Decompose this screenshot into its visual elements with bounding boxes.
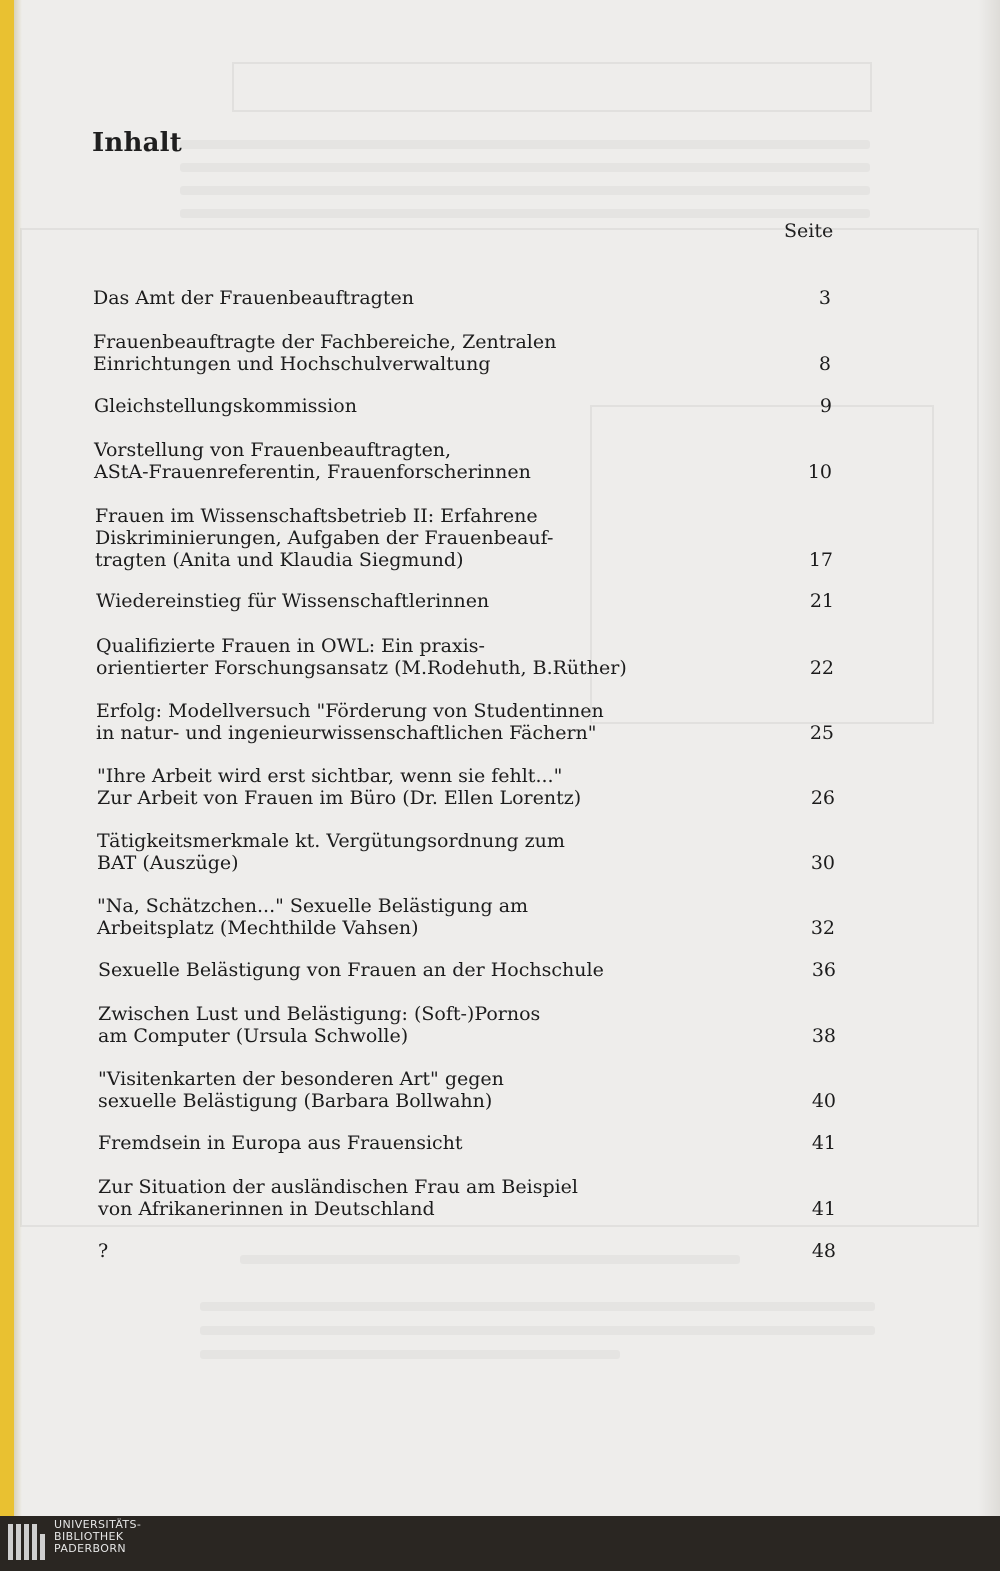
bleed-through-line: [180, 140, 870, 149]
toc-entry-page-number: 25: [809, 722, 834, 744]
library-name-line: BIBLIOTHEK: [54, 1530, 124, 1543]
toc-entry-title: [98, 1132, 698, 1154]
bleed-through-line: [200, 1326, 875, 1335]
toc-entry: [97, 895, 857, 939]
toc-entry-title-line: in natur- und ingenieurwissenschaftlichen Fächern": [96, 722, 597, 744]
toc-entry: [98, 1132, 858, 1154]
toc-entry-title: [95, 505, 695, 571]
toc-entry-page-number: 3: [818, 287, 831, 309]
library-name-line: PADERBORN: [54, 1542, 127, 1555]
toc-entry-title-line: AStA-Frauenreferentin, Frauenforscherinnen: [94, 461, 531, 483]
toc-entry: [98, 1176, 858, 1220]
toc-entry-title: [96, 700, 696, 744]
toc-entry-title-line: von Afrikanerinnen in Deutschland: [98, 1198, 435, 1220]
toc-entry-title: [96, 590, 696, 612]
toc-entry-title-line: Arbeitsplatz (Mechthilde Vahsen): [97, 917, 419, 939]
toc-entry-title-line: Erfolg: Modellversuch "Förderung von Studentinnen: [96, 700, 604, 722]
toc-entry-title-line: "Visitenkarten der besonderen Art" gegen: [98, 1068, 504, 1090]
binding-spine: [0, 0, 14, 1516]
toc-entry-title-line: Diskriminierungen, Aufgaben der Frauenbeauf-: [95, 527, 554, 549]
toc-entry-title: [93, 331, 693, 375]
toc-entry-title-line: Wiedereinstieg für Wissenschaftlerinnen: [96, 590, 490, 612]
toc-entry: [98, 1003, 858, 1047]
toc-entry-page-number: 41: [811, 1132, 836, 1154]
toc-entry-title-line: Frauenbeauftragte der Fachbereiche, Zentralen: [93, 331, 557, 353]
toc-entry-title-line: Tätigkeitsmerkmale kt. Vergütungsordnung zum: [97, 830, 565, 852]
toc-entry-title: [98, 1068, 698, 1112]
toc-entry-page-number: 36: [811, 959, 836, 981]
toc-entry-title-line: "Na, Schätzchen..." Sexuelle Belästigung am: [97, 895, 529, 917]
toc-entry-page-number: 26: [810, 787, 835, 809]
toc-entry-title-line: orientierter Forschungsansatz (M.Rodehuth, B.Rüther): [96, 657, 627, 679]
toc-entry: [98, 1068, 858, 1112]
toc-entry: [94, 395, 854, 417]
toc-entry-page-number: 41: [811, 1198, 836, 1220]
toc-entry-page-number: 21: [809, 590, 834, 612]
toc-entry-page-number: 30: [810, 852, 835, 874]
toc-entry-title: [97, 895, 697, 939]
toc-entry-title: [97, 765, 697, 809]
toc-entry-title-line: sexuelle Belästigung (Barbara Bollwahn): [98, 1090, 493, 1112]
toc-entry-title-line: BAT (Auszüge): [97, 852, 239, 874]
toc-entry-title-line: Zur Arbeit von Frauen im Büro (Dr. Ellen Lorentz): [97, 787, 582, 809]
toc-entry: [93, 331, 853, 375]
page-title: Inhalt: [92, 128, 182, 158]
toc-entry: [96, 590, 856, 612]
toc-entry: [98, 959, 858, 981]
toc-entry-title-line: am Computer (Ursula Schwolle): [98, 1025, 409, 1047]
university-library-logo-icon: [6, 1522, 50, 1566]
toc-entry-title-line: tragten (Anita und Klaudia Siegmund): [95, 549, 464, 571]
bleed-through-line: [180, 209, 870, 218]
page-edge: [978, 0, 1000, 1516]
toc-entry-page-number: 8: [818, 353, 831, 375]
toc-entry: [96, 700, 856, 744]
bleed-through-line: [200, 1350, 620, 1359]
toc-entry-page-number: 22: [809, 657, 834, 679]
toc-entry-title: [98, 959, 698, 981]
toc-entry: [98, 1240, 858, 1262]
bleed-through-line: [200, 1302, 875, 1311]
library-name: [54, 1519, 141, 1555]
toc-entry-title: [97, 830, 697, 874]
toc-entry-title-line: Zur Situation der ausländischen Frau am Beispiel: [98, 1176, 579, 1198]
toc-entry-title-line: Einrichtungen und Hochschulverwaltung: [93, 353, 491, 375]
toc-entry: [93, 287, 853, 309]
toc-entry-page-number: 38: [811, 1025, 836, 1047]
toc-entry-title: [94, 439, 694, 483]
toc-entry-page-number: 48: [811, 1240, 836, 1262]
toc-entry-title-line: ?: [98, 1240, 109, 1262]
library-name-line: UNIVERSITÄTS-: [54, 1518, 142, 1531]
page-column-header: Seite: [784, 220, 834, 242]
toc-entry-title: [94, 395, 694, 417]
toc-entry-page-number: 9: [819, 395, 832, 417]
toc-entry: [95, 505, 855, 571]
toc-entry: [96, 635, 856, 679]
toc-entry-page-number: 17: [808, 549, 833, 571]
toc-entry-title-line: Vorstellung von Frauenbeauftragten,: [94, 439, 452, 461]
bleed-through-box: [232, 62, 872, 112]
toc-entry: [97, 765, 857, 809]
bleed-through-line: [180, 186, 870, 195]
bleed-through-line: [180, 163, 870, 172]
toc-entry: [94, 439, 854, 483]
toc-entry-title-line: Sexuelle Belästigung von Frauen an der Hochschule: [98, 959, 604, 981]
toc-entry-page-number: 10: [807, 461, 832, 483]
toc-entry-title-line: Zwischen Lust und Belästigung: (Soft-)Pornos: [98, 1003, 541, 1025]
toc-entry-title: [98, 1003, 698, 1047]
toc-entry-title-line: Frauen im Wissenschaftsbetrieb II: Erfahrene: [95, 505, 538, 527]
toc-entry-title: [96, 635, 696, 679]
toc-entry: [97, 830, 857, 874]
toc-entry-title-line: Qualifizierte Frauen in OWL: Ein praxis-: [96, 635, 485, 657]
toc-entry-title-line: Gleichstellungskommission: [94, 395, 357, 417]
toc-entry-title: [93, 287, 693, 309]
toc-entry-title-line: "Ihre Arbeit wird erst sichtbar, wenn sie fehlt...": [97, 765, 563, 787]
footer-bar: [0, 1516, 1000, 1571]
toc-entry-page-number: 40: [811, 1090, 836, 1112]
toc-entry-page-number: 32: [810, 917, 835, 939]
toc-entry-title: [98, 1240, 698, 1262]
toc-entry-title-line: Fremdsein in Europa aus Frauensicht: [98, 1132, 463, 1154]
toc-entry-title: [98, 1176, 698, 1220]
toc-entry-title-line: Das Amt der Frauenbeauftragten: [93, 287, 414, 309]
